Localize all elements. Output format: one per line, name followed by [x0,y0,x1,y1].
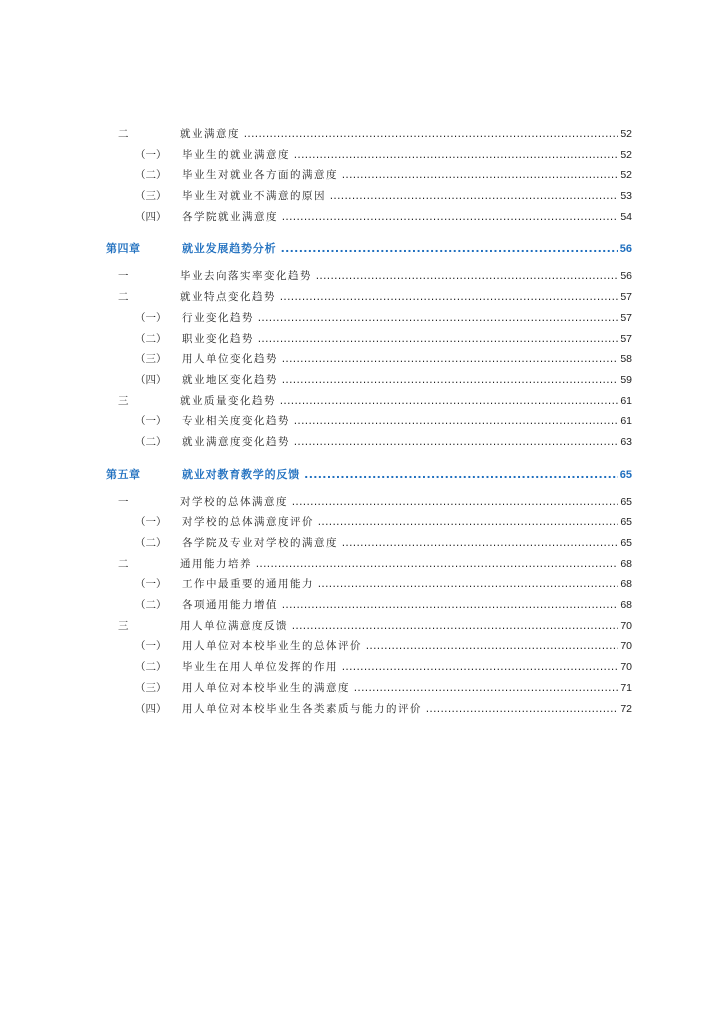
toc-entry-title-with-leader [180,124,632,145]
toc-entry-title-with-leader [182,411,632,432]
toc-entry-page-number: 61 [618,391,632,412]
toc-entry-title: 行业变化趋势 [182,311,254,324]
toc-entry-title-with-leader [180,492,632,513]
toc-entry-number: 第五章 [106,467,141,481]
spacer [0,227,724,231]
toc-entry-title: 就业满意度变化趋势 [182,435,290,448]
toc-entry-page-number: 63 [618,432,632,453]
toc-entry-page-number: 53 [618,186,632,207]
toc-entry-title-with-leader [182,370,632,391]
toc-entry-number: （一） [135,148,167,161]
toc-entry-title-with-leader [180,391,632,412]
toc-entry-page-number: 56 [618,234,632,264]
toc-entry-title-with-leader [182,432,632,453]
toc-entry-number: （二） [135,599,167,612]
toc-subsection-entry[interactable] [0,308,724,329]
toc-entry-page-number: 68 [618,554,632,575]
toc-entry-number: 一 [118,270,129,283]
toc-entry-number: （一） [135,415,167,428]
toc-entry-page-number: 56 [618,266,632,287]
toc-entry-title: 毕业生在用人单位发挥的作用 [182,661,338,674]
toc-entry-title: 就业发展趋势分析 [182,242,277,256]
toc-subsection-entry[interactable] [0,657,724,678]
toc-entry-title: 毕业生对就业不满意的原因 [182,190,326,203]
toc-entry-number: （一） [135,578,167,591]
toc-entry-number: （二） [135,169,167,182]
toc-entry-title: 就业特点变化趋势 [180,291,276,304]
toc-section-entry[interactable] [0,287,724,308]
toc-entry-number: （二） [135,435,167,448]
toc-entry-title-with-leader [182,308,632,329]
toc-entry-title-with-leader [182,234,632,264]
toc-entry-number: （一） [135,516,167,529]
toc-entry-page-number: 70 [618,657,632,678]
toc-section-entry[interactable] [0,391,724,412]
toc-entry-title-with-leader [182,533,632,554]
toc-entry-title: 毕业生对就业各方面的满意度 [182,169,338,182]
toc-entry-title-with-leader [180,554,632,575]
toc-entry-page-number: 70 [618,616,632,637]
toc-entry-number: （一） [135,640,167,653]
toc-entry-page-number: 68 [618,595,632,616]
toc-entry-page-number: 57 [618,308,632,329]
toc-subsection-entry[interactable] [0,370,724,391]
toc-subsection-entry[interactable] [0,186,724,207]
toc-entry-number: 二 [118,557,129,570]
toc-entry-title: 毕业去向落实率变化趋势 [180,270,312,283]
toc-entry-title: 就业地区变化趋势 [182,373,278,386]
toc-entry-title-with-leader [182,657,632,678]
toc-subsection-entry[interactable] [0,432,724,453]
toc-entry-number: 三 [118,394,129,407]
toc-entry-title-with-leader [182,512,632,533]
toc-section-entry[interactable] [0,266,724,287]
toc-subsection-entry[interactable] [0,512,724,533]
toc-entry-title-with-leader [182,460,632,490]
toc-entry-title-with-leader [182,595,632,616]
toc-entry-page-number: 65 [618,460,632,490]
toc-entry-number: （三） [135,190,167,203]
toc-entry-title: 就业满意度 [180,128,240,140]
toc-entry-number: 一 [118,495,129,508]
toc-entry-page-number: 72 [618,699,632,720]
toc-entry-number: （四） [135,210,167,223]
toc-entry-page-number: 58 [618,349,632,370]
toc-entry-title-with-leader [182,636,632,657]
toc-entry-page-number: 57 [618,329,632,350]
toc-subsection-entry[interactable] [0,411,724,432]
toc-entry-number: 二 [118,291,129,304]
toc-entry-title-with-leader [182,207,632,228]
toc-entry-page-number: 59 [618,370,632,391]
toc-entry-number: （二） [135,537,167,549]
toc-entry-number: 三 [118,619,129,632]
toc-entry-title: 各项通用能力增值 [182,599,278,612]
toc-section-entry[interactable] [0,492,724,513]
toc-entry-number: 第四章 [106,242,141,256]
toc-entry-title: 对学校的总体满意度 [180,495,288,508]
toc-entry-title: 各学院及专业对学校的满意度 [182,537,338,549]
toc-entry-page-number: 57 [618,287,632,308]
toc-chapter-entry[interactable] [0,234,724,264]
toc-section-entry[interactable] [0,554,724,575]
toc-entry-title: 专业相关度变化趋势 [182,415,290,428]
toc-entry-title: 就业对教育教学的反馈 [182,467,300,481]
toc-entry-title: 用人单位满意度反馈 [180,619,288,632]
toc-subsection-entry[interactable] [0,636,724,657]
toc-entry-number: （二） [135,661,167,674]
toc-entry-page-number: 52 [618,145,632,166]
toc-entry-number: （四） [135,702,167,715]
toc-entry-number: 二 [118,128,129,140]
toc-subsection-entry[interactable] [0,349,724,370]
toc-entry-page-number: 61 [618,411,632,432]
toc-entry-page-number: 65 [618,492,632,513]
toc-entry-title-with-leader [180,287,632,308]
toc-entry-page-number: 54 [618,207,632,228]
toc-entry-number: （三） [135,681,167,694]
toc-chapter-entry[interactable] [0,460,724,490]
table-of-contents [0,124,724,719]
toc-subsection-entry[interactable] [0,678,724,699]
toc-entry-page-number: 65 [618,533,632,554]
toc-entry-number: （四） [135,373,167,386]
toc-entry-title-with-leader [182,574,632,595]
toc-entry-title-with-leader [182,699,632,720]
toc-subsection-entry[interactable] [0,329,724,350]
toc-entry-page-number: 52 [618,124,632,145]
toc-entry-page-number: 52 [618,165,632,186]
toc-entry-title: 各学院就业满意度 [182,210,278,223]
toc-entry-title: 用人单位变化趋势 [182,353,278,366]
toc-subsection-entry[interactable] [0,145,724,166]
toc-entry-page-number: 65 [618,512,632,533]
toc-entry-title: 工作中最重要的通用能力 [182,578,314,591]
toc-subsection-entry[interactable] [0,699,724,720]
toc-entry-number: （一） [135,311,167,324]
toc-entry-number: （三） [135,353,167,366]
toc-entry-title: 用人单位对本校毕业生的满意度 [182,681,350,694]
toc-entry-page-number: 70 [618,636,632,657]
toc-entry-page-number: 71 [618,678,632,699]
toc-entry-page-number: 68 [618,574,632,595]
toc-entry-title-with-leader [182,678,632,699]
toc-entry-title: 职业变化趋势 [182,332,254,345]
toc-entry-title-with-leader [180,616,632,637]
toc-entry-title: 毕业生的就业满意度 [182,148,290,161]
toc-entry-title-with-leader [182,329,632,350]
toc-subsection-entry[interactable] [0,595,724,616]
toc-entry-number: （二） [135,332,167,345]
toc-subsection-entry[interactable] [0,207,724,228]
toc-entry-title: 对学校的总体满意度评价 [182,516,314,529]
toc-subsection-entry[interactable] [0,574,724,595]
toc-section-entry[interactable] [0,124,724,145]
spacer [0,453,724,457]
toc-entry-title: 通用能力培养 [180,557,252,570]
toc-entry-title-with-leader [182,145,632,166]
toc-subsection-entry[interactable] [0,165,724,186]
toc-entry-title: 用人单位对本校毕业生的总体评价 [182,640,362,653]
toc-section-entry[interactable] [0,616,724,637]
toc-subsection-entry[interactable] [0,533,724,554]
toc-entry-title-with-leader [180,266,632,287]
toc-entry-title-with-leader [182,349,632,370]
toc-entry-title-with-leader [182,165,632,186]
toc-entry-title-with-leader [182,186,632,207]
toc-entry-title: 用人单位对本校毕业生各类素质与能力的评价 [182,702,422,715]
toc-entry-title: 就业质量变化趋势 [180,394,276,407]
